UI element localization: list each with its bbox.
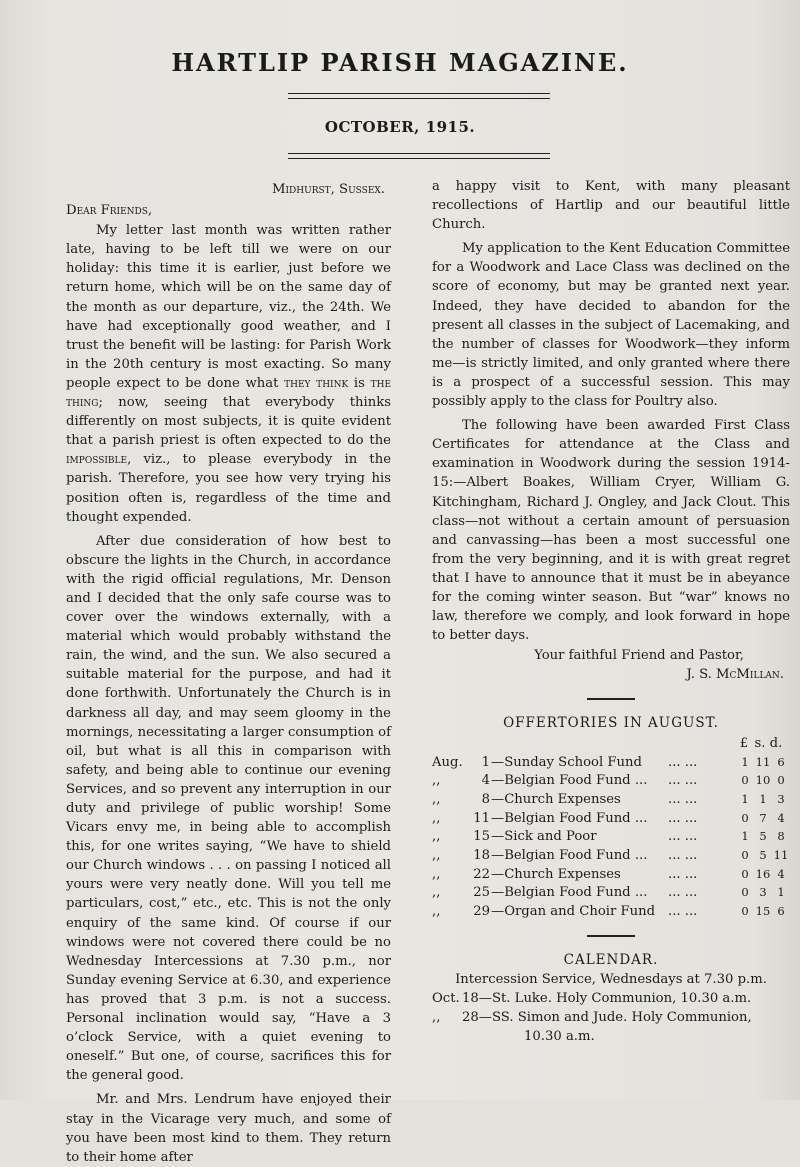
amount-pounds: 1 — [741, 829, 749, 844]
offertory-row — [432, 827, 790, 846]
amount-pence: 3 — [777, 792, 785, 806]
offertory-day: 1 — [481, 754, 490, 770]
offertory-month: ,, — [432, 829, 441, 845]
offertory-month: ,, — [432, 792, 441, 807]
offertory-day: 25 — [473, 885, 490, 901]
offertory-amount — [736, 827, 790, 846]
offertory-fund: —Belgian Food Fund ... — [491, 885, 648, 901]
calendar-entry: 18—St. Luke. Holy Communion, 10.30 a.m. — [462, 991, 752, 1006]
letter-signature: J. S. McMillan. — [686, 667, 784, 683]
offertory-month: ,, — [432, 885, 441, 901]
offertory-leader: ... ... — [668, 754, 698, 770]
amount-pence: 6 — [777, 904, 785, 919]
offertory-leader: ... ... — [668, 792, 698, 807]
offertory-leader: ... ... — [668, 904, 698, 920]
offertory-fund: —Organ and Choir Fund — [491, 904, 656, 920]
offertory-row — [432, 753, 790, 772]
offertory-month: ,, — [432, 866, 441, 882]
offertory-row — [432, 771, 790, 790]
offertory-amount — [736, 790, 790, 809]
offertory-month: ,, — [432, 848, 441, 864]
calendar-continuation: 10.30 a.m. — [524, 1029, 595, 1045]
letter-paragraph-5: The following have been awarded First Class Certificates for attendance at the Class and examination in Woodwork during the session 1914-15:—Albert Boakes, William Cryer, William G. Kitchingham, Richard J. Ongley, and Jack Clout. This class—not without a certain amount of persuasion and canvassing—has been a most successful one from the very beginning, and it is with great regret that I have to announce that it must be in abeyance for the coming winter season. But “war” knows no law, therefore we comply, and look forward in hope to better days. — [432, 418, 790, 644]
offertory-month: ,, — [432, 773, 441, 789]
amount-pounds: 0 — [741, 848, 749, 863]
calendar-title: CALENDAR. — [563, 951, 659, 968]
amount-pence: 4 — [777, 810, 785, 825]
left-column — [66, 180, 391, 1167]
calendar-month: Oct. — [432, 991, 460, 1006]
offertory-day: 8 — [481, 792, 490, 807]
calendar-row — [432, 1008, 790, 1027]
offertory-fund: —Belgian Food Fund ... — [491, 848, 648, 864]
offertory-day: 15 — [473, 829, 490, 845]
amount-pounds: 1 — [741, 792, 749, 806]
pence-header: d. — [769, 735, 783, 751]
amount-shillings: 11 — [755, 754, 771, 769]
letter-salutation: Dear Friends, — [66, 203, 153, 219]
offertory-amount — [736, 846, 790, 865]
offertory-day: 18 — [473, 848, 490, 864]
calendar-row — [432, 989, 790, 1008]
offertory-month: Aug. — [432, 754, 463, 770]
amount-shillings: 5 — [759, 848, 767, 863]
amount-shillings: 7 — [759, 810, 767, 825]
amount-pence: 8 — [777, 829, 785, 844]
offertory-amount — [736, 753, 790, 772]
amount-shillings: 15 — [755, 904, 771, 919]
calendar-month: ,, — [432, 1010, 441, 1026]
offertory-fund: —Sick and Poor — [491, 829, 597, 845]
pounds-header: £ — [739, 735, 749, 751]
amount-pounds: 0 — [741, 904, 749, 919]
shillings-header: s. — [754, 735, 766, 751]
offertory-month: ,, — [432, 904, 441, 920]
letter-paragraph-3-start: Mr. and Mrs. Lendrum have enjoyed their stay in the Vicarage very much, and some of you have been most kind to them. They return to their home after — [66, 1092, 391, 1165]
amount-pounds: 1 — [741, 754, 749, 769]
offertory-day: 11 — [473, 810, 490, 826]
amount-pence: 1 — [777, 885, 785, 900]
letter-paragraph-4: My application to the Kent Education Committee for a Woodwork and Lace Class was declined on the score of economy, but may be granted next year. Indeed, they have decided to abandon for the present all classes in the subject of Lacemaking, and the number of classes for Woodwork—they inform me—is strictly limited, and only granted where there is a prospect of a successful session. This may possibly apply to the class for Poultry also. — [432, 241, 790, 410]
offertory-fund: —Church Expenses — [491, 866, 621, 882]
offertory-row — [432, 809, 790, 828]
offertory-day: 29 — [473, 904, 490, 920]
offertories-column-headers — [432, 734, 790, 753]
offertory-leader: ... ... — [668, 773, 698, 789]
offertory-leader: ... ... — [668, 866, 698, 882]
offertory-leader: ... ... — [668, 810, 698, 826]
offertory-amount — [736, 809, 790, 828]
offertory-amount — [736, 865, 790, 884]
section-divider — [587, 698, 635, 700]
offertory-leader: ... ... — [668, 829, 698, 845]
amount-pence: 6 — [777, 754, 785, 769]
amount-shillings: 16 — [755, 866, 771, 881]
letter-closing: Your faithful Friend and Pastor, — [534, 648, 744, 664]
date-rule — [288, 153, 550, 159]
letter-paragraph-3-end: a happy visit to Kent, with many pleasant recollections of Hartlip and our beautiful little Church. — [432, 179, 790, 233]
amount-pounds: 0 — [741, 885, 749, 900]
offertory-amount — [736, 902, 790, 921]
offertory-fund: —Belgian Food Fund ... — [491, 810, 648, 826]
letter-address: Midhurst, Sussex. — [272, 182, 385, 197]
offertories-list — [432, 753, 790, 921]
offertory-row — [432, 790, 790, 809]
offertory-amount — [736, 771, 790, 790]
offertory-row — [432, 865, 790, 884]
offertory-amount — [736, 883, 790, 902]
offertory-fund: —Church Expenses — [491, 792, 621, 807]
offertory-month: ,, — [432, 810, 441, 826]
right-column — [432, 177, 790, 1046]
calendar-intro: Intercession Service, Wednesdays at 7.30 p.m. — [455, 971, 767, 987]
amount-shillings: 5 — [759, 829, 767, 844]
offertories-title: OFFERTORIES IN AUGUST. — [503, 715, 719, 732]
letter-paragraph-2: After due consideration of how best to obscure the lights in the Church, in accordance with the rigid official regulations, Mr. Denson and I decided that the only safe course was to cover over the windows externally, with a material which would probably withstand the rain, the wind, and the sun. We also secured a suitable material for the purpose, and had it done forthwith. Unfortunately the Church is in darkness all day, and may seem gloomy in the mornings, necessitating a larger consumption of oil, but what is all this in comparison with safety, and being able to continue our evening Services, and so prevent any interruption in our duty and privilege of public worship! Some Vicars envy me, in being able to accomplish this, for one writes saying, “We have to shield our Church windows . . . on passing I noticed all yours were very neatly done. Will you tell me particulars, cost,” etc., etc. This is not the only enquiry of the same kind. Of course if our windows were not covered there could be no Wednesday Intercessions at 7.30 p.m., nor Sunday evening Service at 6.30, and experience has proved that 3 p.m. is not a success. Personal inclination would say, “Have a 3 o’clock Service, with a quiet evening to oneself.” But one, of course, sacrifices this for the general good. — [66, 533, 391, 1084]
amount-pence: 11 — [773, 848, 789, 863]
magazine-title: HARTLIP PARISH MAGAZINE. — [171, 48, 629, 77]
amount-pounds: 0 — [741, 810, 749, 825]
amount-shillings: 3 — [759, 885, 767, 900]
amount-pence: 0 — [777, 773, 785, 788]
amount-shillings: 10 — [755, 773, 771, 788]
offertory-row — [432, 883, 790, 902]
offertory-leader: ... ... — [668, 885, 698, 901]
offertory-leader: ... ... — [668, 848, 698, 864]
offertory-day: 4 — [481, 773, 490, 789]
title-rule — [288, 93, 550, 99]
offertory-row — [432, 902, 790, 921]
amount-shillings: 1 — [759, 792, 767, 806]
amount-pounds: 0 — [741, 773, 749, 788]
amount-pence: 4 — [777, 866, 785, 881]
offertory-row — [432, 846, 790, 865]
calendar-entry: 28—SS. Simon and Jude. Holy Communion, — [462, 1010, 752, 1026]
offertory-fund: —Sunday School Fund — [491, 754, 642, 770]
issue-date: OCTOBER, 1915. — [324, 118, 476, 136]
offertory-day: 22 — [473, 866, 490, 882]
offertory-fund: —Belgian Food Fund ... — [491, 773, 648, 789]
letter-paragraph-1: My letter last month was written rather late, having to be left till we were on our holiday: this time it is earlier, just before we return home, which will be on the same day of the month as our departure, viz., the 24th. We have had exceptionally good weather, and I trust the benefit will be lasting: for Parish Work in the 20th century is most exacting. So many people expect to be done what they think is the thing; now, seeing that everybody thinks differently on most subjects, it is quite evident that a parish priest is often expected to do the impossible, viz., to please everybody in the parish. Therefore, you see how very trying his position often is, regardless of the time and thought expended. — [66, 223, 392, 525]
calendar-list — [432, 989, 790, 1027]
section-divider — [587, 935, 635, 937]
amount-pounds: 0 — [741, 866, 749, 881]
